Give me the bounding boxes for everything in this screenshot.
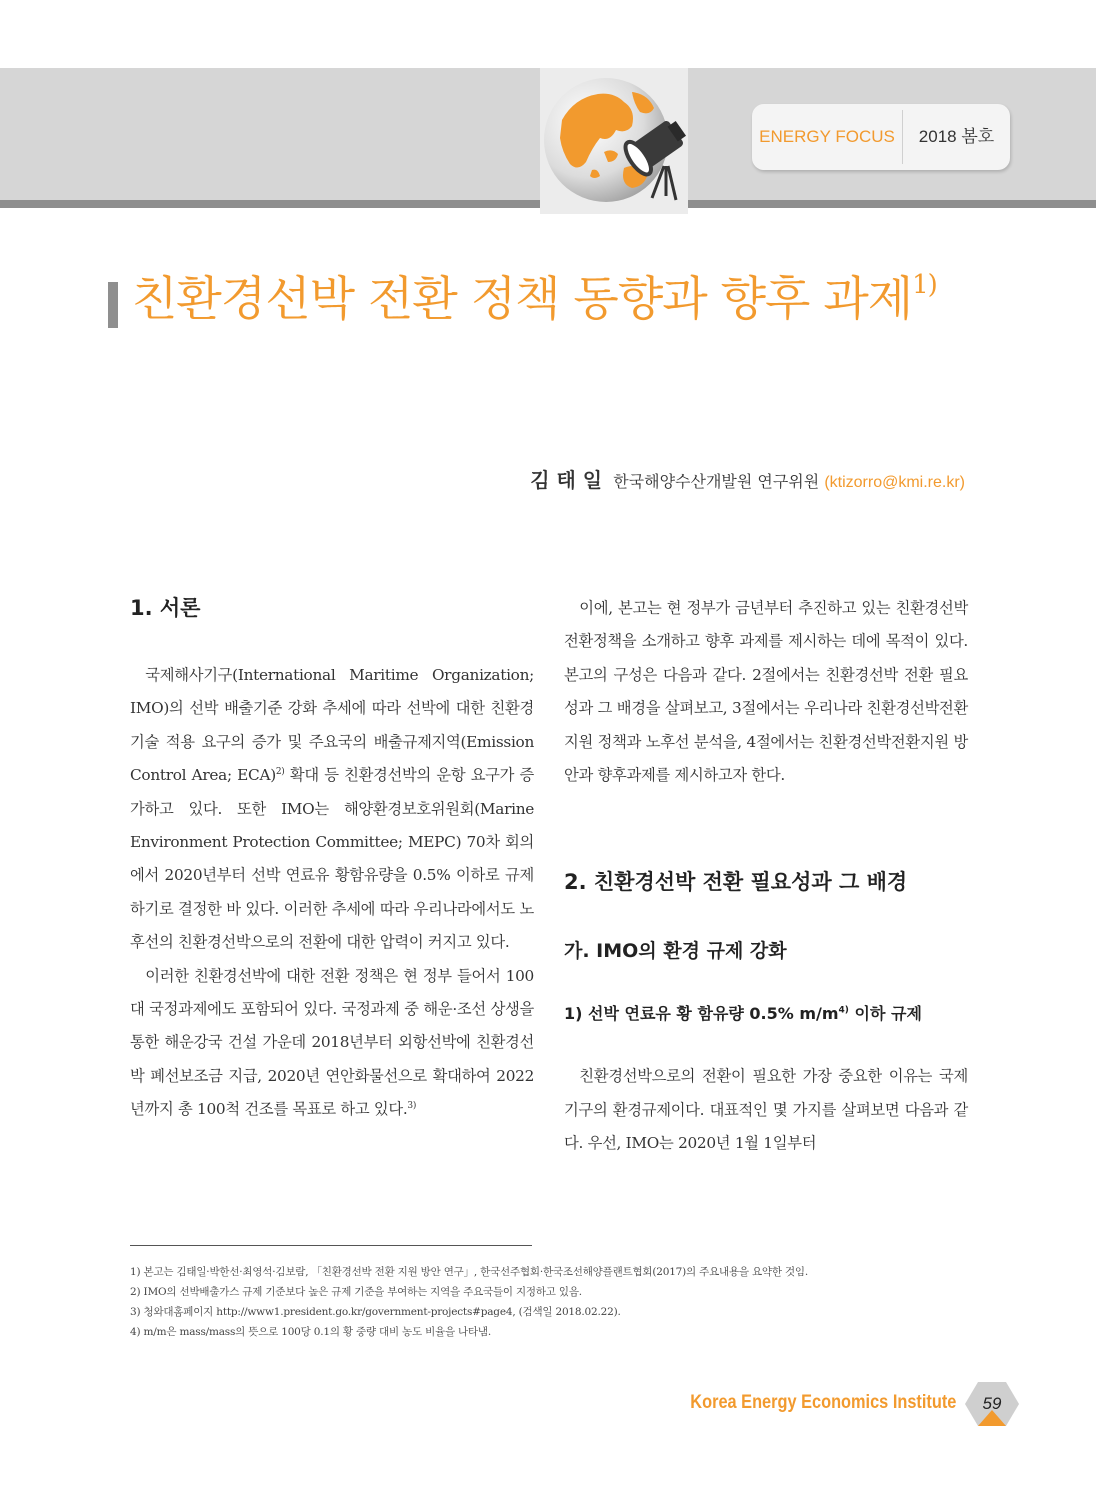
item-heading: 1) 선박 연료유 황 함유량 0.5% $m/m^{4)}$ 이하 규제 <box>564 1004 922 1024</box>
institute-name: Korea Energy Economics Institute <box>689 1392 956 1413</box>
author-line <box>530 464 965 493</box>
author-email: (ktizorro@kmi.re.kr) <box>824 474 965 491</box>
header-illustration <box>540 68 688 214</box>
footnote-ref: 2) <box>275 767 285 778</box>
author-affiliation: 한국해양수산개발원 연구위원 <box>613 472 820 491</box>
section-heading: 1. 서론 <box>130 596 201 620</box>
author-name: 김 태 일 <box>530 468 603 492</box>
issue-badge <box>752 104 1010 170</box>
title-marker <box>108 282 118 328</box>
issue-label: 2018 봄호 <box>918 127 995 146</box>
footnote-rule <box>130 1245 532 1246</box>
title-footnote-ref: 1) <box>912 270 937 300</box>
footnote: 3) 청와대홈페이지 http://www1.president.go.kr/government-projects#page4, (검색일 2018.02.22). <box>130 1306 621 1318</box>
subsection-heading: 가. IMO의 환경 규제 강화 <box>564 940 787 963</box>
left-column <box>130 592 534 1127</box>
footnote: 1) 본고는 김태일·박한선·최영석·김보람, 「친환경선박 전환 지원 방안 연구」, 한국선주협회·한국조선해양플랜트협회(2017)의 주요내용을 요약한 것임. <box>130 1266 808 1278</box>
page-number-badge <box>964 1380 1020 1428</box>
footnote: 4) m/m은 mass/mass의 뜻으로 100당 0.1의 황 중량 대비 농도 비율을 나타냄. <box>130 1326 492 1338</box>
title-text: 친환경선박 전환 정책 동향과 향후 과제 <box>132 272 913 327</box>
page-number: 59 <box>982 1394 1002 1413</box>
section-heading: 2. 친환경선박 전환 필요성과 그 배경 <box>564 870 908 895</box>
series-label: ENERGY FOCUS <box>759 127 895 146</box>
body-paragraph: 국제해사기구(International Maritime Organization; IMO)의 선박 배출기준 강화 추세에 따라 선박에 대한 친환경기술 적용 요구의 증가 및 주요국의 배출규제지역(Emission Control Area; ECA)$^{2)}$ 확대 등 친환경선박의 운항 요구가 증가하고 있다. 또한 IMO는 해양환경보호위원회(Marine Environment Protection Committee; MEPC) 70차 회의에서 2020년부터 선박 연료유 황함유량을 0.5% 이하로 규제하기로 결정한 바 있다. 이러한 추세에 따라 우리나라에서도 노후선의 친환경선박으로의 전환에 대한 압력이 커지고 있다. <box>130 666 534 952</box>
footnote-ref: 3) <box>407 1101 417 1112</box>
spotlight-icon <box>540 68 688 214</box>
body-paragraph: 이러한 친환경선박에 대한 전환 정책은 현 정부 들어서 100대 국정과제에도 포함되어 있다. 국정과제 중 해운·조선 상생을 통한 해운강국 건설 가운데 2018년부터 외항선박에 친환경선박 폐선보조금 지급, 2020년 연안화물선으로 확대하여 2022년까지 총 100척 건조를 목표로 하고 있다.$^{3)}$ <box>130 966 534 1119</box>
footnote: 2) IMO의 선박배출가스 규제 기준보다 높은 규제 기준을 부여하는 지역을 주요국들이 지정하고 있음. <box>130 1286 582 1298</box>
article-title <box>132 262 937 329</box>
footnote-ref: 4) <box>838 1006 849 1017</box>
body-paragraph: 이에, 본고는 현 정부가 금년부터 추진하고 있는 친환경선박 전환정책을 소개하고 향후 과제를 제시하는 데에 목적이 있다. 본고의 구성은 다음과 같다. 2절에서는 친환경선박 전환 필요성과 그 배경을 살펴보고, 3절에서는 우리나라 친환경선박전환지원 정책과 노후선 분석을, 4절에서는 친환경선박전환지원 방안과 향후과제를 제시하고자 한다. <box>564 599 968 785</box>
body-paragraph: 친환경선박으로의 전환이 필요한 가장 중요한 이유는 국제기구의 환경규제이다. 대표적인 몇 가지를 살펴보면 다음과 같다. 우선, IMO는 2020년 1월 1일부터 <box>564 1067 968 1153</box>
footnotes <box>130 1262 990 1342</box>
right-column <box>564 592 968 1161</box>
